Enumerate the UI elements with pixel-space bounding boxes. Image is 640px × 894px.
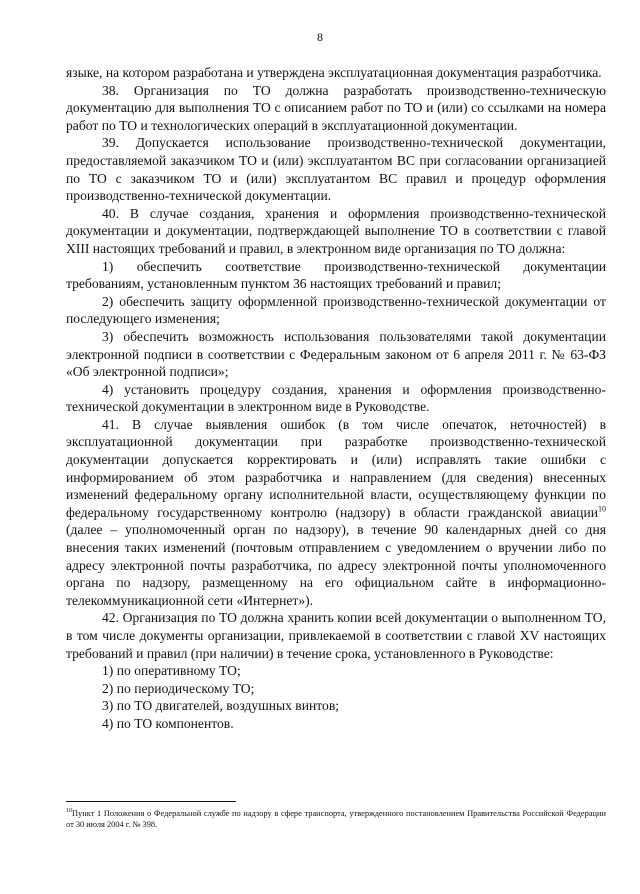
paragraph-42-item-3: 3) по ТО двигателей, воздушных винтов; xyxy=(102,698,340,714)
page-number: 8 xyxy=(317,30,323,44)
paragraph-41-text-start: 41. В случае выявления ошибок (в том числе опечаток, неточностей) в эксплуатационной документации при разработке производственно-технической документации допускается корректировать и (или) исправлять такие ошибки с информированием об этом разработчика и направлением (для сведения) внесенных изменений федеральному органу исполнительной власти, осуществляющему функции по федеральному государственному контролю (надзору) в области гражданской авиации xyxy=(66,416,606,520)
paragraph-42-item-2: 2) по периодическому ТО; xyxy=(102,680,255,696)
footnote-divider xyxy=(66,801,236,802)
footnote-mark: 10 xyxy=(66,808,72,815)
paragraph-41-text-end: (далее – уполномоченный орган по надзору), в течение 90 календарных дней со дня внесения таких изменений (почтовым отправлением с уведомлением о вручении либо по адресу электронной почты разработчика, по адресу электронной почты уполномоченного органа по надзору, размещенному на его официальном сайте в информационно-телекоммуникационной сети «Интернет»). xyxy=(66,522,606,608)
paragraph-40-item-2: 2) обеспечить защиту оформленной производственно-технической документации от последующего изменения; xyxy=(66,293,606,327)
footnote-reference: 10 xyxy=(598,504,606,514)
paragraph-40-item-3: 3) обеспечить возможность использования пользователями такой документации электронной подписи в соответствии с Федеральным законом от 6 апреля 2011 г. № 63-ФЗ «Об электронной подписи»; xyxy=(66,328,606,380)
footnote-text: Пункт 1 Положения о Федеральной службе по надзору в сфере транспорта, утвержденного постановлением Правительства Российской Федерации от 30 июля 2004 г. № 398. xyxy=(66,809,606,829)
footnote xyxy=(66,808,606,830)
paragraph-42-item-4: 4) по ТО компонентов. xyxy=(102,715,234,731)
paragraph-continuation: языке, на котором разработана и утверждена эксплуатационная документация разработчика. xyxy=(66,65,602,80)
paragraph-40-item-4: 4) установить процедуру создания, хранения и оформления производственно-технической документации в электронном виде в Руководстве. xyxy=(66,381,606,415)
paragraph-40-item-1: 1) обеспечить соответствие производственно-технической документации требованиям, установленным пунктом 36 настоящих требований и правил; xyxy=(66,258,606,292)
paragraph-42: 42. Организация по ТО должна хранить копии всей документации о выполненном ТО, в том числе документы организации, привлекаемой в соответствии с главой XV настоящих требований и правил (при наличии) в течение срока, установленного в Руководстве: xyxy=(66,610,606,661)
document-body xyxy=(66,64,606,733)
paragraph-38: 38. Организация по ТО должна разработать производственно-техническую документацию для выполнения ТО с описанием работ по ТО и (или) со ссылками на номера работ по ТО и технологических операций в эксплуатационной документации. xyxy=(66,82,606,133)
paragraph-40: 40. В случае создания, хранения и оформления производственно-технической документации и документации, подтверждающей выполнение ТО в соответствии с главой XIII настоящих требований и правил, в электронном виде организация по ТО должна: xyxy=(66,205,606,256)
paragraph-41 xyxy=(66,416,606,610)
paragraph-42-item-1: 1) по оперативному ТО; xyxy=(102,663,241,679)
paragraph-39: 39. Допускается использование производственно-технической документации, предоставляемой заказчиком ТО и (или) эксплуатантом ВС при согласовании организацией по ТО с заказчиком ТО и (или) эксплуатантом ВС правил и процедур оформления производственно-технической документации. xyxy=(66,135,606,204)
